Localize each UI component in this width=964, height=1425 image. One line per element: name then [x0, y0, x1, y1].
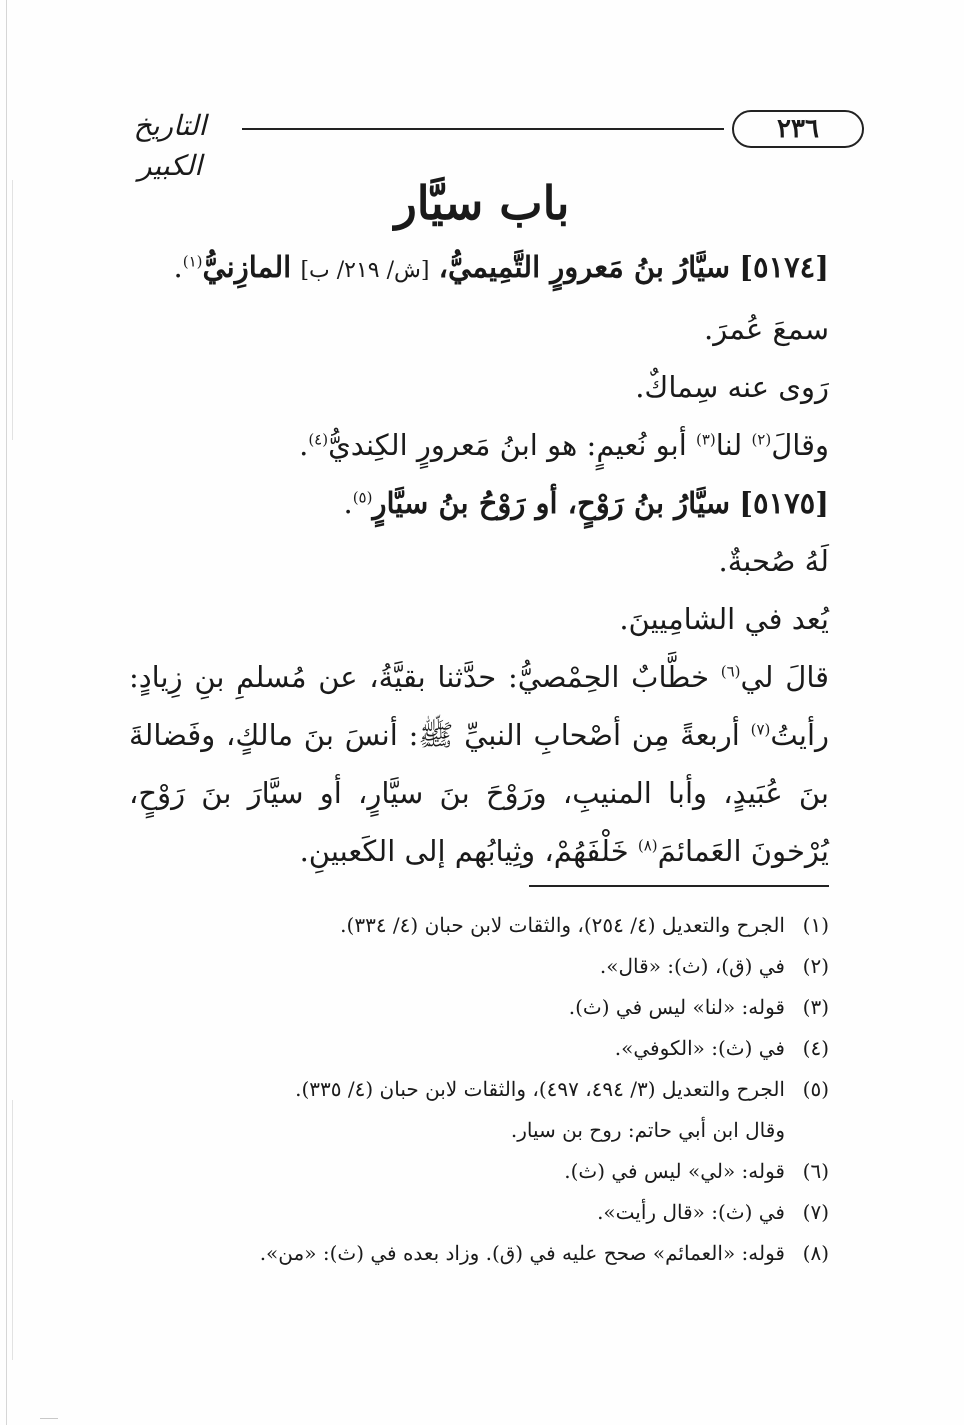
footnote-number: (٥) — [802, 1077, 829, 1101]
footnote-ref[interactable]: (٨) — [637, 836, 658, 855]
footnote-ref[interactable]: (٤) — [308, 430, 329, 449]
entry-5175 — [129, 474, 829, 532]
footnote — [129, 987, 829, 1028]
scan-edge — [12, 1100, 13, 1360]
footnote-number: (٧) — [802, 1200, 829, 1224]
footnote-text: قوله: «لي» ليس في (ث). — [564, 1159, 785, 1183]
footnote-number: (١) — [802, 913, 829, 937]
footnote-ref[interactable]: (٧) — [750, 720, 771, 739]
text-span: خَلْفَهُمْ، وثِيابُهم إلى الكَعبينِ. — [299, 834, 629, 868]
footnote — [129, 1028, 829, 1069]
scan-mark — [40, 1418, 58, 1419]
footnote-number: (٤) — [802, 1036, 829, 1060]
text-span: وقالَ — [771, 428, 829, 462]
footnote-ref[interactable]: (٣) — [696, 430, 716, 449]
footnote-continuation — [129, 1110, 829, 1151]
header-rule — [242, 128, 724, 130]
footnote-text: الجرح والتعديل (٤/ ٢٥٤)، والثقات لابن حبان (٤/ ٣٣٤). — [340, 913, 785, 937]
footnote-ref[interactable]: (٦) — [720, 662, 741, 681]
text-line — [129, 416, 829, 474]
footnote-number: (٨) — [802, 1241, 829, 1265]
footnote-text: في (ث): «الكوفي». — [614, 1036, 785, 1060]
footnote-ref[interactable]: (٢) — [751, 430, 772, 449]
footnote-text: قوله: «العمائم» صحح عليه في (ق). وزاد بعده في (ث): «من». — [259, 1241, 785, 1265]
page-header — [100, 100, 864, 182]
text-span: لنا — [715, 428, 743, 462]
chapter-title: باب سيَّار — [394, 176, 570, 230]
footnote — [129, 1151, 829, 1192]
footnote-number: (٦) — [802, 1159, 829, 1183]
narration-paragraph — [129, 648, 829, 880]
entry-number: [٥١٧٥] — [739, 486, 829, 520]
footnote-number: (٣) — [802, 995, 829, 1019]
entry-name: سيَّارُ بنُ رَوْحٍ، أو رَوْحُ بنُ سيَّارٍ — [372, 486, 730, 520]
footnote-ref[interactable]: (٥) — [352, 488, 373, 507]
punctuation: . — [299, 428, 309, 462]
manuscript-ref: [ش/ ٢١٩/ ب] — [300, 258, 430, 283]
book-title: التاريخ الكبير — [133, 109, 207, 182]
footnote — [129, 1192, 829, 1233]
footnote-text: وقال ابن أبي حاتم: روح بن سيار. — [510, 1118, 785, 1142]
footnote — [129, 1069, 829, 1110]
punctuation: . — [343, 486, 353, 520]
text-span: خطَّابٌ الحِمْصيُّ: حدَّثنا بقيَّةُ، عن مُسلمِ بنِ زِيادٍ: رأيتُ — [129, 660, 829, 752]
entry-5174 — [129, 238, 829, 300]
footnote — [129, 1233, 829, 1274]
footnote — [129, 946, 829, 987]
text-span: قالَ لي — [740, 660, 830, 694]
text-line: رَوى عنه سِماكٌ. — [635, 370, 829, 404]
footnote-text: الجرح والتعديل (٣/ ٤٩٤، ٤٩٧)، والثقات لابن حبان (٤/ ٣٣٥). — [295, 1077, 785, 1101]
text-line: لَهُ صُحبةٌ. — [718, 544, 829, 578]
punctuation: . — [173, 250, 183, 284]
main-text — [129, 238, 829, 880]
text-line: يُعد في الشامِيينَ. — [619, 602, 829, 636]
footnote-ref[interactable]: (١) — [182, 252, 203, 271]
footnote-number: (٢) — [802, 954, 829, 978]
footnote — [129, 905, 829, 946]
entry-number: [٥١٧٤] — [739, 250, 829, 284]
page-number: ٢٣٦ — [732, 110, 864, 148]
footnote-text: في (ق)، (ث): «قال». — [599, 954, 785, 978]
footnote-text: قوله: «لنا» ليس في (ث). — [568, 995, 785, 1019]
entry-name: سيَّارُ بنُ مَعرورٍ التَّمِيميُّ، — [438, 250, 730, 284]
text-line: سمعَ عُمرَ. — [703, 312, 829, 346]
text-span: أبو نُعيمٍ: هو ابنُ مَعرورٍ الكِنديُّ — [328, 428, 687, 462]
footnotes — [129, 905, 829, 1274]
footnote-text: في (ث): «قال رأيت». — [597, 1200, 785, 1224]
text-span: أربعةً مِن أصْحابِ النبيِّ ﷺ: أنسَ بنَ مالكٍ، وفَضالةَ بنَ عُبَيدٍ، وأبا المنيبِ، ورَوْحَ بنَ سيَّارٍ، أو سيَّارَ بنَ رَوْحٍ، يُرْخونَ العَمائمَ — [129, 718, 829, 868]
entry-name-2: المازِنيُّ — [202, 250, 292, 284]
footnote-separator — [529, 885, 829, 887]
